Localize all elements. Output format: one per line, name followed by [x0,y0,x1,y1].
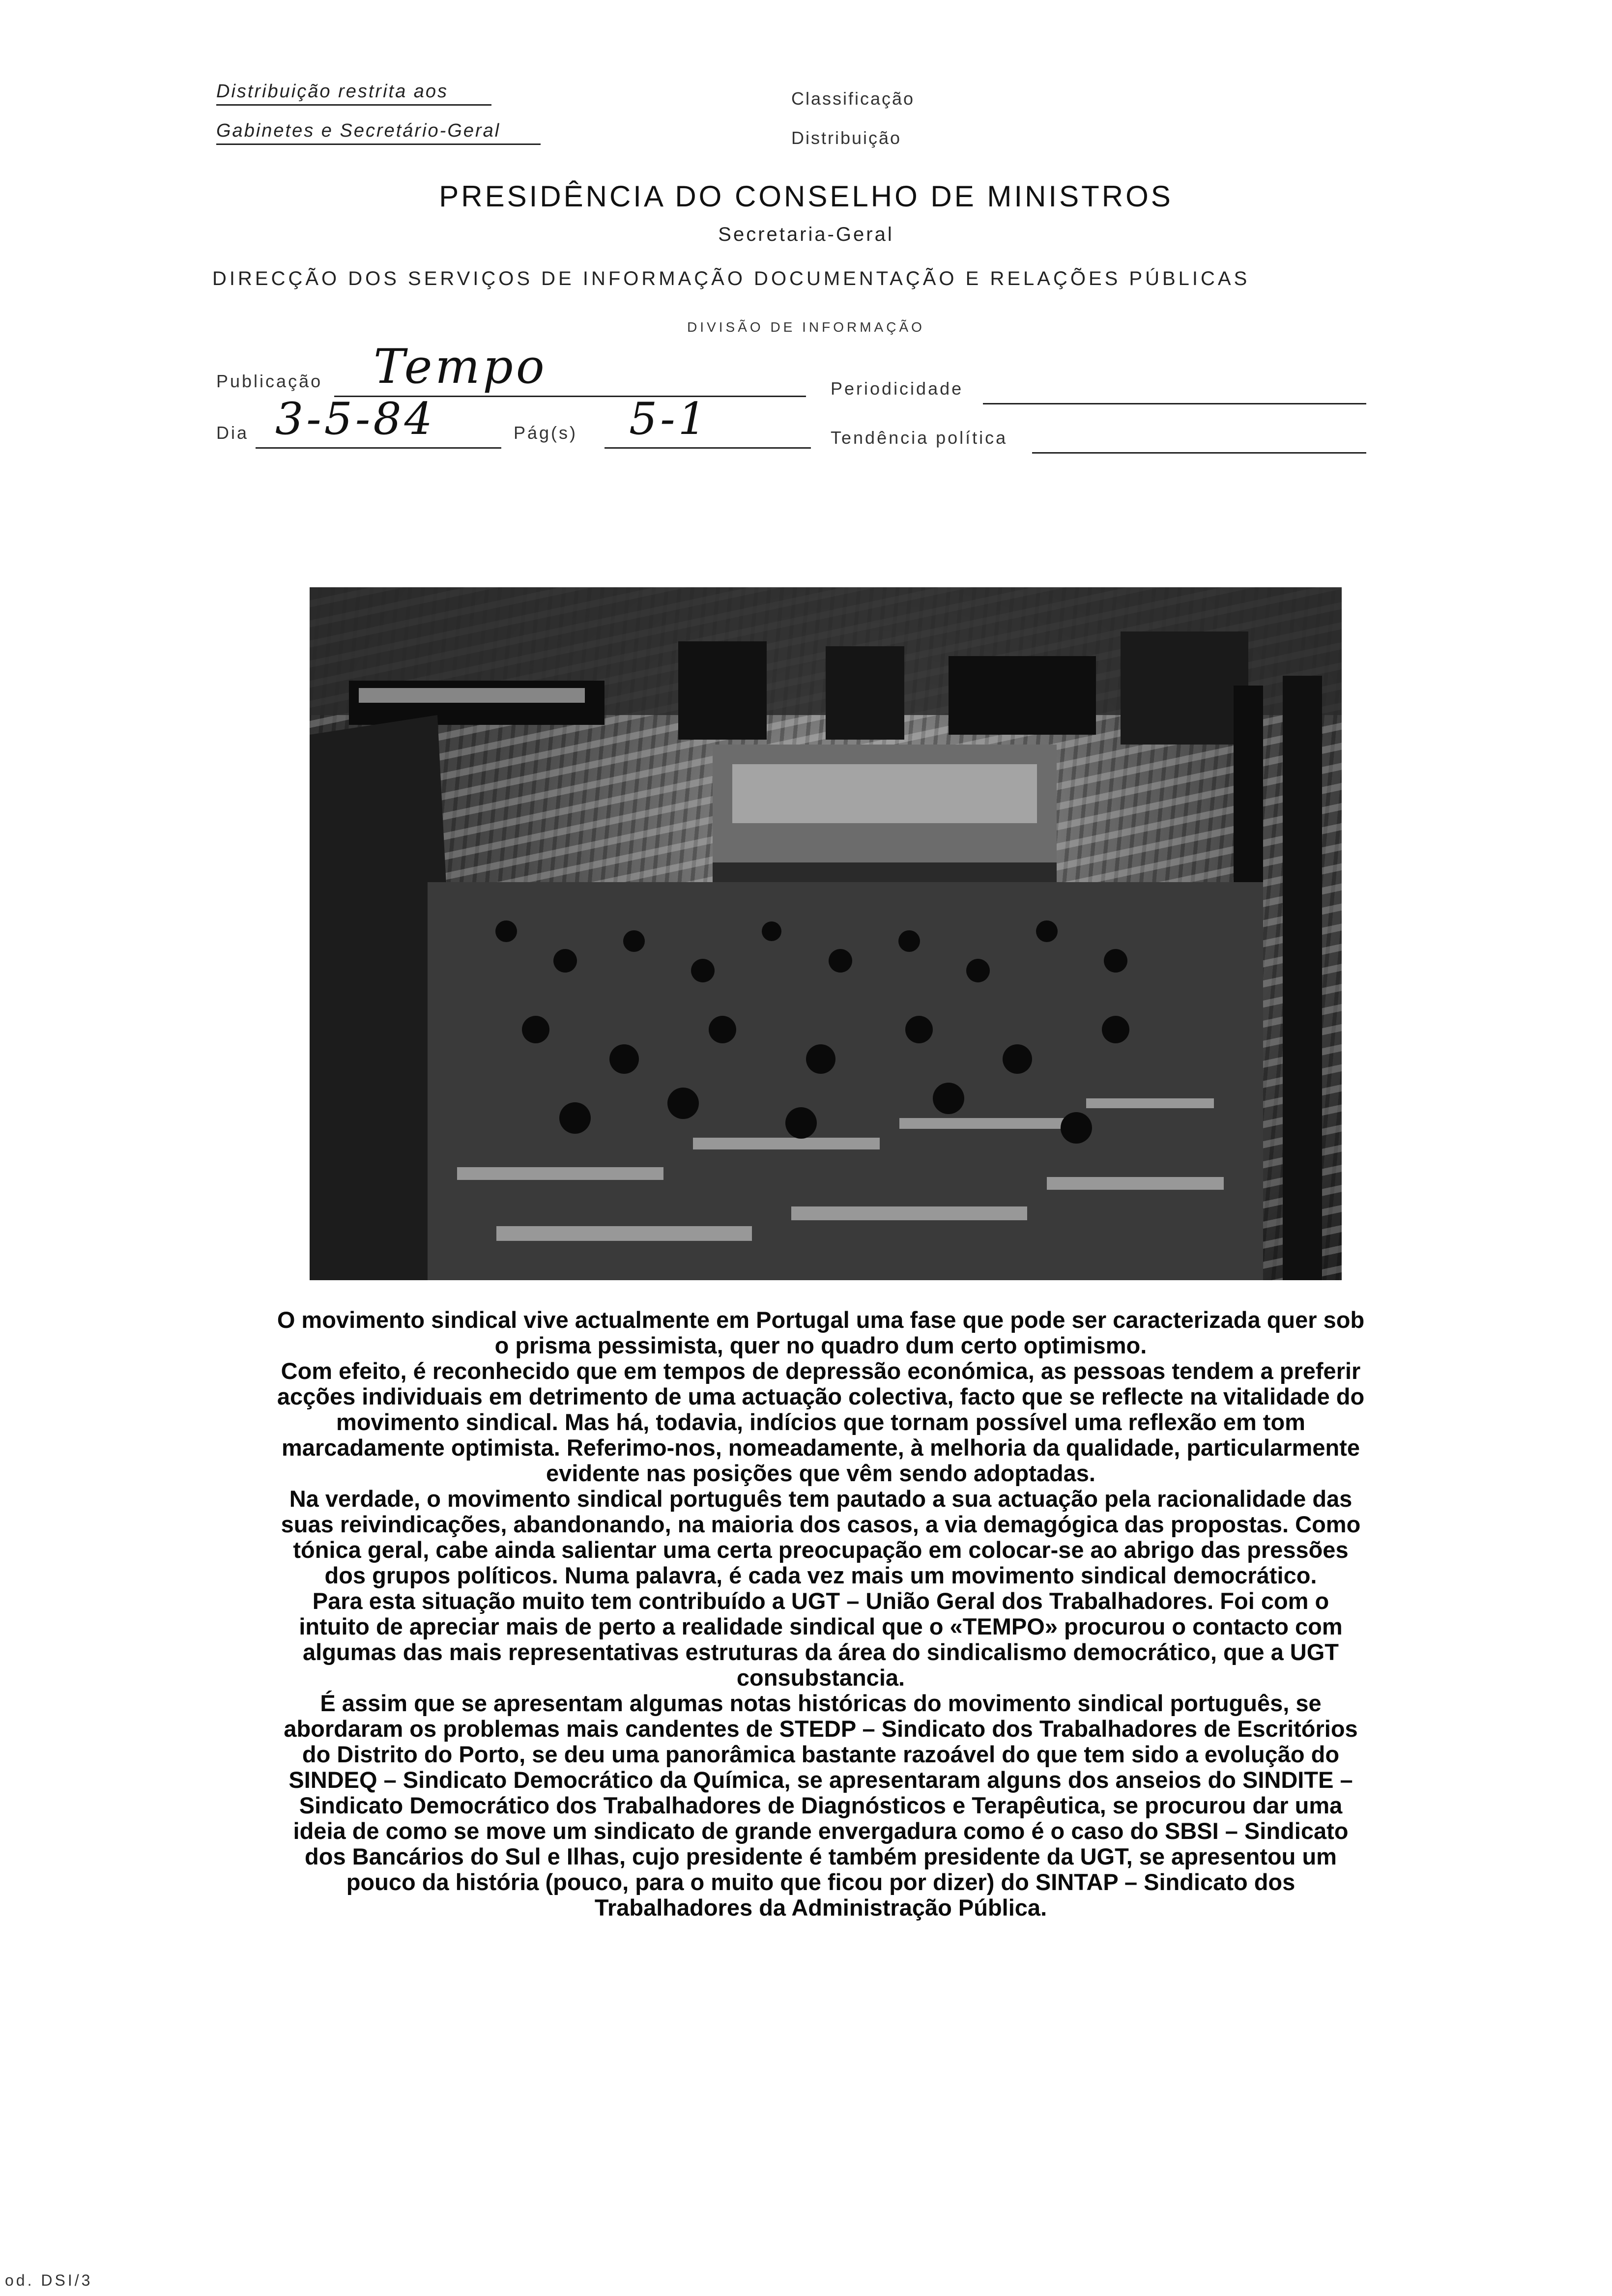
distribution-note-line2: Gabinetes e Secretário-Geral [216,120,541,145]
distribution-note-line1: Distribuição restrita aos [216,81,491,106]
department-name: DIRECÇÃO DOS SERVIÇOS DE INFORMAÇÃO DOCUMENTAÇÃO E RELAÇÕES PÚBLICAS [212,268,1250,289]
pages-handwritten: 5-1 [629,393,709,445]
photo-rendering [310,587,1342,1280]
day-handwritten: 3-5-84 [275,393,435,445]
day-label: Dia [216,423,249,443]
periodicity-line [983,403,1366,404]
article-paragraph-4: Para esta situação muito tem contribuído a UGT – União Geral dos Trabalhadores. Foi com o intuito de apreciar mais de perto a realidade sindical que o «TEMPO» procurou o contacto com algumas das mais representativas estruturas da área do sindicalismo democrático, que a UGT consubstancia. [299,1588,1343,1691]
classification-label: Classificação [791,88,915,109]
periodicity-label: Periodicidade [831,378,964,399]
org-title: PRESIDÊNCIA DO CONSELHO DE MINISTROS [439,180,1173,213]
article-paragraph-3: Na verdade, o movimento sindical português tem pautado a sua actuação pela racionalidade das suas reivindicações, abandonando, na maioria dos casos, a via demagógica das propostas. Como tónica geral, cabe ainda salientar uma certa preocupação em colocar-se ao abrigo das pressões dos grupos políticos. Numa palavra, é cada vez mais um movimento sindical democrático. [281,1486,1361,1588]
day-line [256,447,501,449]
article-body [275,1307,1366,1921]
tendency-label: Tendência política [831,428,1008,448]
article-paragraph-1: O movimento sindical vive actualmente em Portugal uma fase que pode ser caracterizada quer sob o prisma pessimista, quer no quadro dum certo optimismo. [277,1307,1365,1358]
form-code: od. DSI/3 [5,2271,93,2289]
publication-label: Publicação [216,371,323,391]
pages-label: Pág(s) [514,423,578,443]
article-paragraph-5: É assim que se apresentam algumas notas históricas do movimento sindical português, se abordaram os problemas mais candentes de STEDP – Sindicato dos Trabalhadores de Escritórios do Distrito do Porto, se deu uma panorâmica bastante razoável do que tem sido a evolução do SINDEQ – Sindicato Democrático da Química, se apresentaram alguns dos anseios do SINDITE – Sindicato Democrático dos Trabalhadores de Diagnósticos e Terapêutica, se procurou dar uma ideia de como se move um sindicato de grande envergadura como é o caso do SBSI – Sindicato dos Bancários do Sul e Ilhas, cujo presidente é também presidente da UGT, se apresentou um pouco da história (pouco, para o muito que ficou por dizer) do SINTAP – Sindicato dos Trabalhadores da Administração Pública. [284,1690,1358,1921]
pages-line [604,447,811,449]
article-paragraph-2: Com efeito, é reconhecido que em tempos de depressão económica, as pessoas tendem a preferir acções individuais em detrimento de uma actuação colectiva, facto que se reflecte na vitalidade do movimento sindical. Mas há, todavia, indícios que tornam possível uma reflexão em tom marcadamente optimista. Referimo-nos, nomeadamente, à melhoria da qualidade, particularmente evidente nas posições que vêm sendo adoptadas. [277,1358,1365,1486]
division-name: DIVISÃO DE INFORMAÇÃO [687,319,925,335]
org-subtitle: Secretaria-Geral [718,224,894,245]
congress-hall-photo [310,587,1342,1280]
distribution-label: Distribuição [791,128,902,148]
tendency-line [1032,452,1366,454]
publication-handwritten: Tempo [374,339,547,394]
